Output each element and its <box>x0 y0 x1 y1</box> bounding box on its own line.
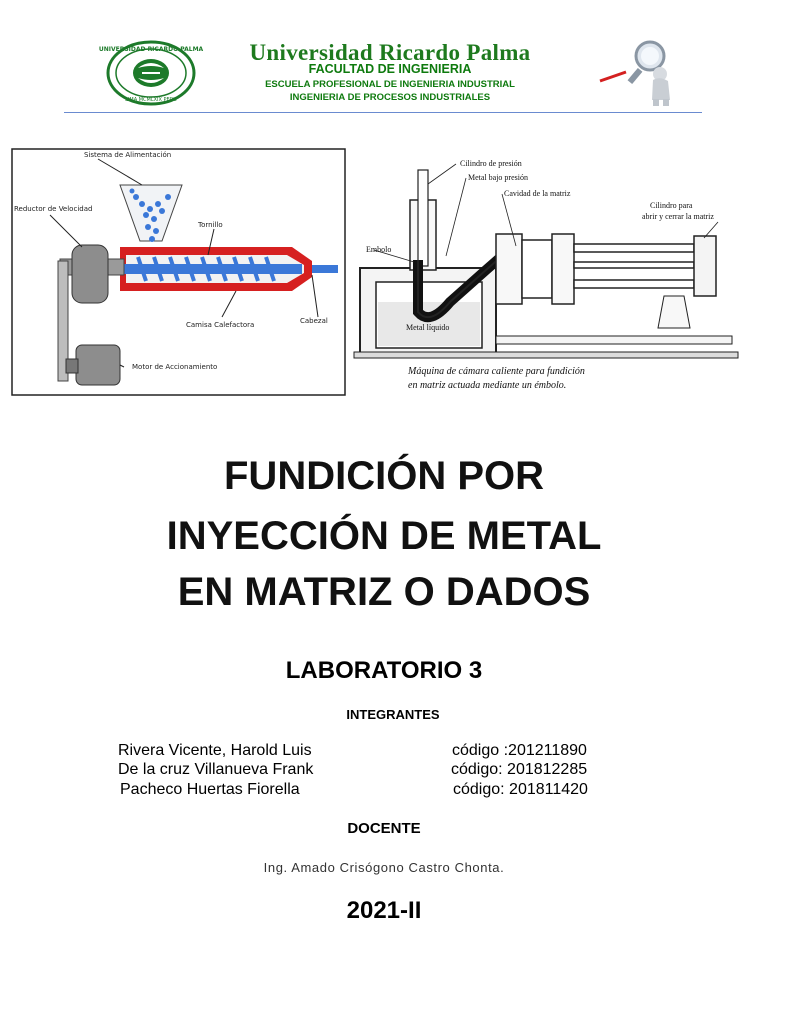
figure-caption-line-1: Máquina de cámara caliente para fundición <box>408 366 585 377</box>
header-divider <box>64 112 702 113</box>
label-feed-system: Sistema de Alimentación <box>84 151 172 159</box>
injection-screw-machine-diagram <box>12 149 345 395</box>
academic-period: 2021-II <box>346 897 422 924</box>
document-title-line-1: FUNDICIÓN POR <box>224 454 544 498</box>
member-code: código: 201811420 <box>453 781 588 798</box>
magnifier-figure-icon <box>598 36 684 108</box>
label-die-cavity: Cavidad de la matriz <box>504 189 571 198</box>
program-name: INGENIERIA DE PROCESOS INDUSTRIALES <box>289 92 491 103</box>
label-head: Cabezal <box>300 317 328 325</box>
instructor-heading: DOCENTE <box>347 820 421 837</box>
lab-number: LABORATORIO 3 <box>285 657 483 684</box>
instructor-name: Ing. Amado Crisógono Castro Chonta. <box>263 860 505 875</box>
document-title-line-3: EN MATRIZ O DADOS <box>177 570 591 614</box>
member-name: De la cruz Villanueva Frank <box>118 761 314 778</box>
label-open-close-cylinder-2: abrir y cerrar la matriz <box>642 212 714 221</box>
label-pressure-cylinder: Cilindro de presión <box>460 159 522 168</box>
label-liquid-metal: Metal líquido <box>406 323 450 332</box>
label-screw: Tornillo <box>198 221 223 229</box>
label-speed-reducer: Reductor de Velocidad <box>14 205 93 213</box>
member-name: Rivera Vicente, Harold Luis <box>118 742 312 759</box>
seal-top-text: UNIVERSIDAD RICARDO PALMA <box>98 46 204 53</box>
label-heating-jacket: Camisa Calefactora <box>186 321 255 329</box>
faculty-name: FACULTAD DE INGENIERIA <box>308 62 472 76</box>
member-code: código: 201812285 <box>451 761 588 778</box>
hot-chamber-die-casting-diagram <box>346 152 748 400</box>
document-title-line-2: INYECCIÓN DE METAL <box>166 514 602 558</box>
members-heading: INTEGRANTES <box>346 707 440 722</box>
university-seal-logo <box>98 40 204 106</box>
figure-caption-line-2: en matriz actuada mediante un émbolo. <box>408 380 567 391</box>
label-open-close-cylinder-1: Cilindro para <box>650 201 693 210</box>
label-metal-under-pressure: Metal bajo presión <box>468 173 528 182</box>
member-name: Pacheco Huertas Fiorella <box>120 781 300 798</box>
seal-bottom-text: LIMA MCMLXIX PERU <box>125 97 177 103</box>
school-name: ESCUELA PROFESIONAL DE INGENIERIA INDUSTRIAL <box>265 79 515 90</box>
member-code: código :201211890 <box>452 742 587 759</box>
label-drive-motor: Motor de Accionamiento <box>132 363 218 371</box>
university-name: Universidad Ricardo Palma <box>249 40 531 65</box>
label-plunger: Embolo <box>366 245 392 254</box>
